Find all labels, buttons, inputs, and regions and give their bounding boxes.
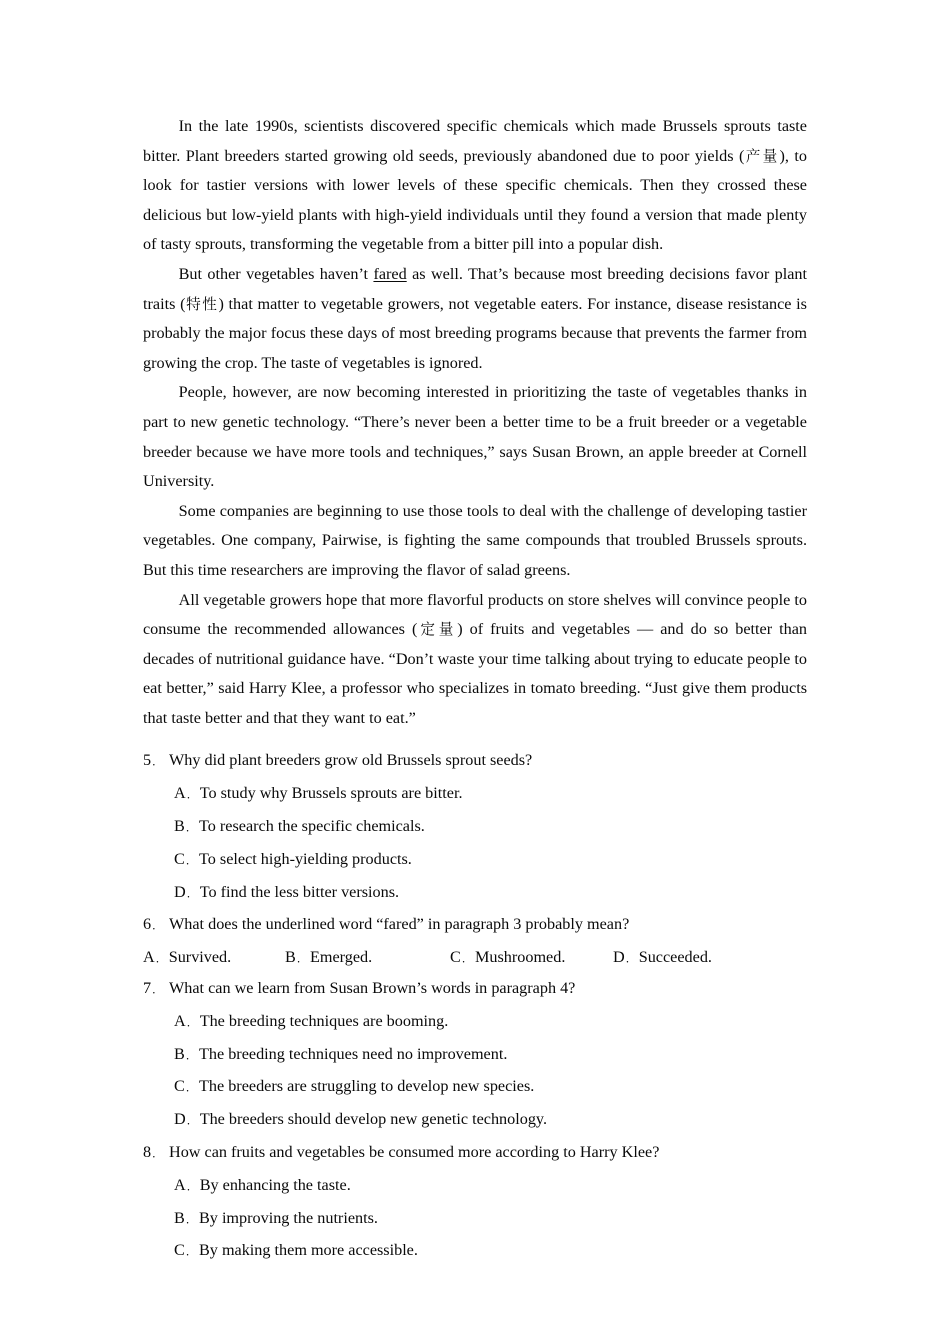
option-text: To research the specific chemicals. <box>199 817 425 836</box>
option-letter-dot: ． <box>186 1114 198 1128</box>
option-letter-value: C <box>174 1241 185 1260</box>
option-letter-value: A <box>174 784 186 803</box>
option-letter <box>174 877 200 910</box>
option-text: The breeding techniques are booming. <box>199 1011 449 1030</box>
option-letter-dot: ． <box>185 1212 197 1226</box>
option-letter <box>174 844 199 877</box>
option-letter-value: B <box>174 817 185 836</box>
option-letter <box>174 1006 200 1039</box>
option-letter-value: A <box>143 948 155 967</box>
option-text: By making them more accessible. <box>199 1241 418 1260</box>
underlined-word: fared <box>373 264 407 283</box>
question-number-value: 6 <box>143 915 152 934</box>
passage-text: ) of fruits and vegetables — and do so better than decades of nutritional guidance have. “Don’t waste your time talking about trying to educate people to eat better,” said Harry Klee, a professor who specializes in tomato breeding. “Just give them products that taste better and that they want to eat.” <box>143 620 807 727</box>
option-text: Survived. <box>168 948 232 967</box>
question-number <box>143 909 169 942</box>
question-block <box>143 909 807 973</box>
passage-paragraph <box>143 497 807 586</box>
question-stem <box>143 909 807 942</box>
question-number-value: 7 <box>143 979 152 998</box>
option-text: The breeders are struggling to develop new species. <box>199 1077 535 1096</box>
question-number <box>143 1137 169 1170</box>
option-text: To find the less bitter versions. <box>199 882 400 901</box>
question-stem-text: Why did plant breeders grow old Brussels sprout seeds? <box>169 751 533 770</box>
option-text: To select high-yielding products. <box>199 849 412 868</box>
option-letter <box>174 1071 199 1104</box>
question-number-dot: ． <box>152 919 164 933</box>
option-text: Mushroomed. <box>475 948 566 967</box>
option-letter-value: C <box>174 1077 185 1096</box>
option-letter-value: D <box>174 1110 186 1129</box>
question-stem <box>143 745 807 778</box>
passage-text: But other vegetables haven’t <box>178 264 374 283</box>
option-letter-value: A <box>174 1011 186 1030</box>
answer-option[interactable] <box>143 1104 807 1137</box>
option-letter-dot: ． <box>185 821 197 835</box>
passage-text: Some companies are beginning to use those tools to deal with the challenge of developing tastier vegetables. One company, Pairwise, is fighting the same compounds that troubled Brussels sprouts. But this time researchers are improving the flavor of salad greens. <box>143 501 807 579</box>
question-block <box>143 973 807 1137</box>
question-number <box>143 745 169 778</box>
option-letter-value: B <box>174 1044 185 1063</box>
answer-option[interactable] <box>143 1039 807 1072</box>
question-block <box>143 1137 807 1268</box>
option-letter-dot: ． <box>185 853 197 867</box>
option-letter-value: C <box>174 849 185 868</box>
chinese-gloss: 特性 <box>185 295 219 313</box>
question-block <box>143 745 807 909</box>
page-content <box>143 112 807 1268</box>
answer-option[interactable] <box>613 942 712 975</box>
answer-option[interactable] <box>143 1071 807 1104</box>
answer-option[interactable] <box>143 1170 807 1203</box>
option-letter <box>174 1203 199 1236</box>
option-letter-value: D <box>613 948 625 967</box>
option-letter-dot: ． <box>185 1048 197 1062</box>
option-letter <box>174 1170 200 1203</box>
option-letter-dot: ． <box>186 1179 198 1193</box>
option-letter <box>174 1039 199 1072</box>
option-text: The breeders should develop new genetic technology. <box>199 1110 548 1129</box>
question-number-value: 8 <box>143 1143 152 1162</box>
passage-text: All vegetable growers hope that more flavorful products on store shelves will convince people to consume the recommended allowances ( <box>143 590 807 639</box>
option-letter-dot: ． <box>296 952 308 966</box>
option-letter-dot: ． <box>461 952 473 966</box>
option-text: The breeding techniques need no improvement. <box>199 1044 508 1063</box>
question-stem <box>143 1137 807 1170</box>
answer-option[interactable] <box>143 1235 807 1268</box>
option-text: To study why Brussels sprouts are bitter. <box>199 784 463 803</box>
question-stem-text: What can we learn from Susan Brown’s words in paragraph 4? <box>169 979 576 998</box>
passage-text: as well. That’s because most breeding decisions favor plant traits ( <box>143 264 807 313</box>
option-letter <box>174 778 200 811</box>
answer-option[interactable] <box>143 1006 807 1039</box>
question-number <box>143 973 169 1006</box>
passage-paragraph <box>143 112 807 260</box>
answer-option[interactable] <box>143 1203 807 1236</box>
passage-text: ), to look for tastier versions with lower levels of these specific chemicals. Then they crossed these delicious but low-yield plants with high-yield individuals until they found a version that made plenty of tasty sprouts, transforming the vegetable from a bitter pill into a popular dish. <box>143 146 807 254</box>
option-row <box>143 942 807 973</box>
option-letter-dot: ． <box>186 886 198 900</box>
answer-option[interactable] <box>143 778 807 811</box>
passage-text: People, however, are now becoming interested in prioritizing the taste of vegetables thanks in part to new genetic technology. “There’s never been a better time to be a fruit breeder or a vegetable breeder because we have more tools and techniques,” says Susan Brown, an apple breeder at Cornell University. <box>143 383 807 491</box>
option-letter <box>174 811 199 844</box>
option-letter <box>285 942 310 975</box>
option-text: By improving the nutrients. <box>199 1208 378 1227</box>
answer-option[interactable] <box>285 942 372 975</box>
question-number-dot: ． <box>152 983 164 997</box>
answer-option[interactable] <box>143 942 231 975</box>
reading-passage <box>143 112 807 733</box>
option-letter-dot: ． <box>185 1081 197 1095</box>
passage-paragraph <box>143 378 807 496</box>
option-letter-value: D <box>174 882 186 901</box>
passage-text: ) that matter to vegetable growers, not vegetable eaters. For instance, disease resistance is probably the major focus these days of most breeding programs because that prevents the farmer from growing the crop. The taste of vegetables is ignored. <box>143 294 807 372</box>
passage-paragraph <box>143 586 807 734</box>
option-letter-dot: ． <box>185 1245 197 1259</box>
passage-text: In the late 1990s, scientists discovered specific chemicals which made Brussels sprouts taste bitter. Plant breeders started growing old seeds, previously abandoned due to poor yields ( <box>143 117 807 165</box>
option-letter <box>174 1235 199 1268</box>
questions-list <box>143 745 807 1268</box>
option-letter-dot: ． <box>186 788 198 802</box>
passage-paragraph <box>143 260 807 378</box>
option-letter-dot: ． <box>186 1015 198 1029</box>
option-text: Emerged. <box>310 948 373 967</box>
option-letter-dot: ． <box>625 952 637 966</box>
option-text: By enhancing the taste. <box>199 1175 351 1194</box>
option-letter-value: B <box>285 948 296 967</box>
option-letter-value: B <box>174 1208 185 1227</box>
question-stem-text: How can fruits and vegetables be consumed more according to Harry Klee? <box>169 1143 660 1162</box>
question-number-dot: ． <box>152 755 164 769</box>
option-letter-value: A <box>174 1175 186 1194</box>
question-stem <box>143 973 807 1006</box>
option-letter <box>613 942 639 975</box>
option-letter <box>174 1104 200 1137</box>
chinese-gloss: 定量 <box>417 621 458 639</box>
option-letter-value: C <box>450 948 461 967</box>
answer-option[interactable] <box>450 942 565 975</box>
option-letter-dot: ． <box>155 952 167 966</box>
option-letter <box>143 942 169 975</box>
option-text: Succeeded. <box>638 948 712 967</box>
question-number-value: 5 <box>143 751 152 770</box>
question-stem-text: What does the underlined word “fared” in paragraph 3 probably mean? <box>169 915 630 934</box>
answer-option[interactable] <box>143 844 807 877</box>
answer-option[interactable] <box>143 877 807 910</box>
chinese-gloss: 产量 <box>744 147 780 165</box>
question-number-dot: ． <box>152 1147 164 1161</box>
answer-option[interactable] <box>143 811 807 844</box>
option-letter <box>450 942 475 975</box>
